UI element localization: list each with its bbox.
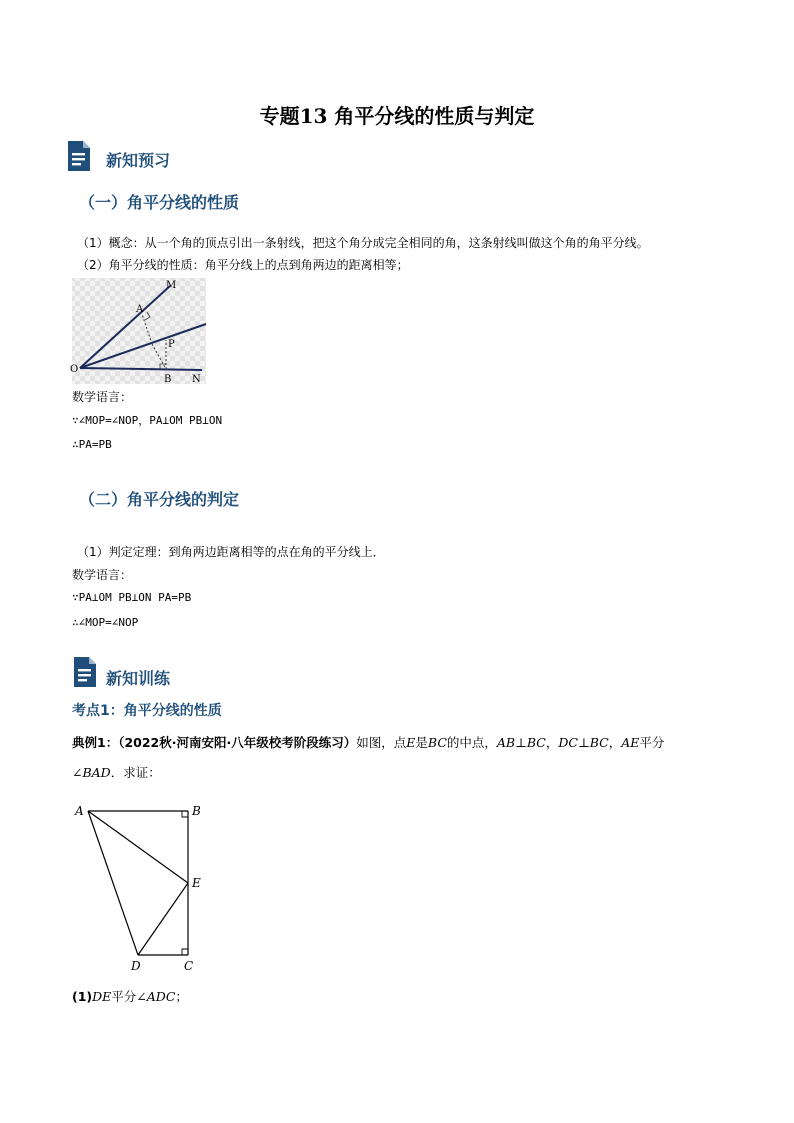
label-B: B	[192, 804, 201, 818]
quadrilateral-figure	[70, 798, 210, 976]
subsection-heading: （一）角平分线的性质	[79, 193, 240, 212]
label-C: C	[184, 959, 194, 973]
exam-point-heading: 考点1：角平分线的性质	[72, 703, 222, 719]
label-P: P	[168, 339, 175, 350]
document-icon	[72, 655, 98, 689]
label-B: B	[164, 374, 172, 385]
math-language-label: 数学语言：	[72, 568, 133, 582]
conclusion-statement: ∴∠MOP=∠NOP	[72, 616, 139, 629]
given-statement: ∵PA⊥OM PB⊥ON PA=PB	[72, 591, 192, 604]
page-title: 专题13 角平分线的性质与判定	[259, 104, 535, 128]
example-line-2: ∠BAD．求证：	[72, 765, 161, 780]
example-line-1: 典例1：（2022秋·河南安阳·八年级校考阶段练习）如图，点E是BC的中点，AB⊥BC，DC⊥BC，AE平分	[72, 735, 665, 750]
label-O: O	[70, 364, 79, 375]
subsection-heading: （二）角平分线的判定	[79, 490, 240, 509]
example-source: （2022秋·河南安阳·八年级校考阶段练习）	[118, 735, 357, 750]
label-A: A	[136, 304, 144, 315]
section-heading: 新知训练	[106, 669, 171, 688]
label-D: D	[131, 959, 141, 973]
label-M: M	[166, 280, 177, 291]
angle-bisector-figure	[70, 276, 210, 386]
conclusion-statement: ∴PA=PB	[72, 438, 112, 451]
given-statement: ∵∠MOP=∠NOP，PA⊥OM PB⊥ON	[72, 414, 223, 427]
document-icon	[66, 139, 92, 173]
label-N: N	[192, 374, 201, 385]
section-heading: 新知预习	[106, 151, 171, 170]
theorem-text: （1）判定定理：到角两边距离相等的点在角的平分线上．	[77, 545, 385, 559]
property-text: （2）角平分线的性质：角平分线上的点到角两边的距离相等；	[77, 258, 409, 272]
label-E: E	[192, 876, 201, 890]
concept-text: （1）概念：从一个角的顶点引出一条射线，把这个角分成完全相同的角，这条射线叫做这个角的角平分线。	[77, 236, 649, 250]
question-1: (1)DE平分∠ADC；	[72, 989, 188, 1004]
math-language-label: 数学语言：	[72, 390, 133, 404]
example-label: 典例1：	[72, 735, 119, 750]
label-A: A	[75, 804, 84, 818]
